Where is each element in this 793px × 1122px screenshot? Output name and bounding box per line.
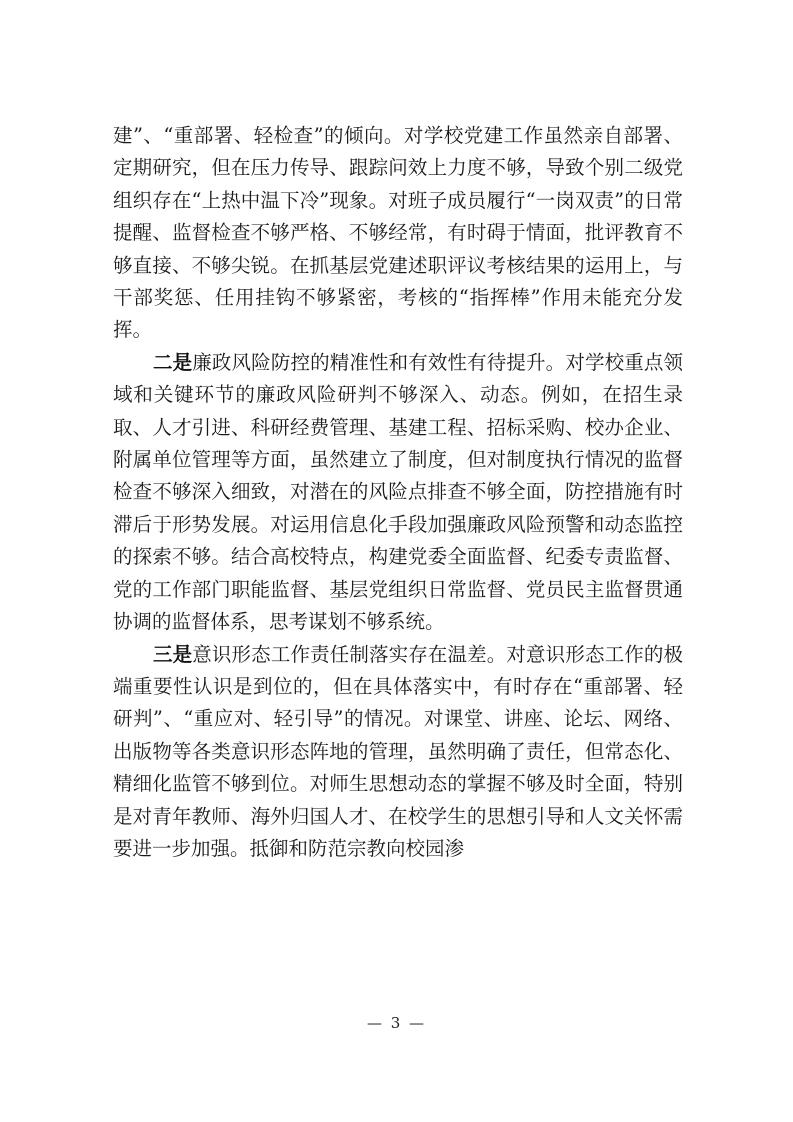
paragraph-3-text: 意识形态工作责任制落实存在温差。对意识形态工作的极端重要性认识是到位的，但在具体落实中，有时存在“重部署、轻研判”、“重应对、轻引导”的情况。对课堂、讲座、论坛、网络、出版物等各类意识形态阵地的管理，虽然明确了责任，但常态化、精细化监管不够到位。对师生思想动态的掌握不够及时全面，特别是对青年教师、海外归国人才、在校学生的思想引导和人文关怀需要进一步加强。抵御和防范宗教向校园渗 bbox=[113, 642, 683, 860]
paragraph-continuation bbox=[113, 120, 683, 347]
paragraph-2-lead: 二是 bbox=[153, 350, 193, 374]
paragraph-point-two bbox=[113, 347, 683, 639]
paragraph-2-text: 廉政风险防控的精准性和有效性有待提升。对学校重点领域和关键环节的廉政风险研判不够深入、动态。例如，在招生录取、人才引进、科研经费管理、基建工程、招标采购、校办企业、附属单位管理等方面，虽然建立了制度，但对制度执行情况的监督检查不够深入细致，对潜在的风险点排查不够全面，防控措施有时滞后于形势发展。对运用信息化手段加强廉政风险预警和动态监控的探索不够。结合高校特点，构建党委全面监督、纪委专责监督、党的工作部门职能监督、基层党组织日常监督、党员民主监督贯通协调的监督体系，思考谋划不够系统。 bbox=[113, 350, 683, 634]
paragraph-point-three bbox=[113, 639, 683, 866]
paragraph-1-text: 建”、“重部署、轻检查”的倾向。对学校党建工作虽然亲自部署、定期研究，但在压力传导、跟踪问效上力度不够，导致个别二级党组织存在“上热中温下冷”现象。对班子成员履行“一岗双责”的日常提醒、监督检查不够严格、不够经常，有时碍于情面，批评教育不够直接、不够尖锐。在抓基层党建述职评议考核结果的运用上，与干部奖惩、任用挂钩不够紧密，考核的“指挥棒”作用未能充分发挥。 bbox=[113, 124, 683, 342]
page-number: — 3 — bbox=[366, 1014, 427, 1032]
document-body bbox=[113, 120, 683, 865]
paragraph-3-lead: 三是 bbox=[153, 642, 193, 666]
